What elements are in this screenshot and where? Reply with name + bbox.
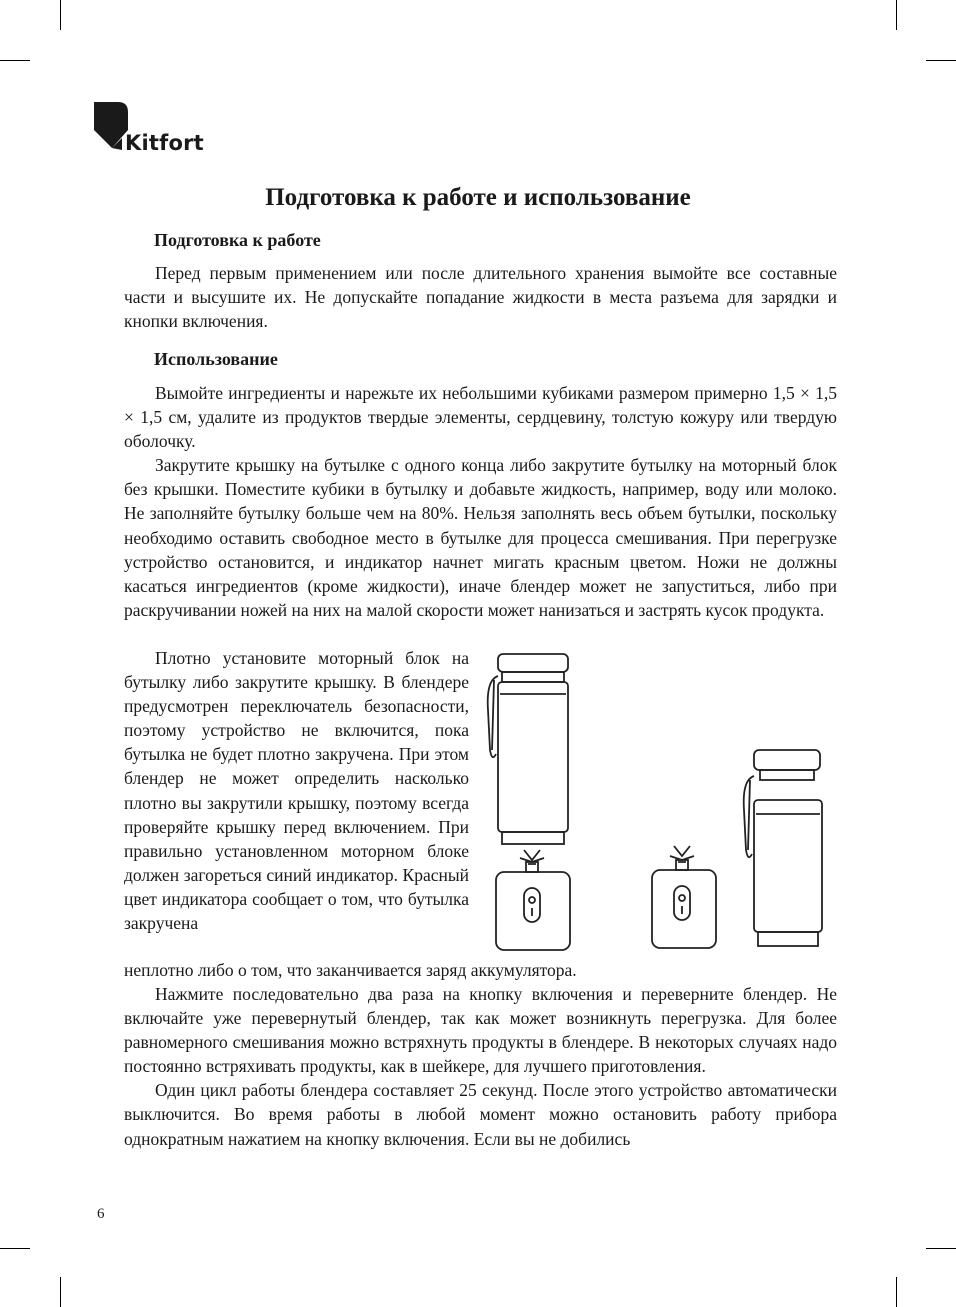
crop-mark-top-left-h bbox=[0, 60, 30, 61]
section-heading-usage: Использование bbox=[154, 349, 278, 369]
motor-base-left bbox=[496, 872, 570, 950]
paragraph: Один цикл работы блендера составляет 25 секунд. После этого устройство автоматически выключится. Во время работы в любой момент можно остановить работу прибора однократным нажатием на кнопку включения. Если вы не добились bbox=[124, 1080, 837, 1149]
crop-mark-bottom-right-h bbox=[926, 1248, 956, 1249]
blade-left bbox=[520, 850, 544, 872]
paragraph: Вымойте ингредиенты и нарежьте их небольшими кубиками размером примерно 1,5 × 1,5 × 1,5 см, удалите из продуктов твердые элементы, сердцевину, толстую кожуру или твердую оболочку. bbox=[124, 383, 837, 452]
blender-illustration bbox=[484, 650, 840, 960]
crop-mark-top-right-h bbox=[926, 60, 956, 61]
paragraph: Перед первым применением или после длительного хранения вымойте все составные части и высушите их. Не допускайте попадание жидкости в места разъема для зарядки и кнопки включения. bbox=[124, 263, 837, 332]
paragraph: Плотно установите моторный блок на бутылку либо закрутите крышку. В блендере предусмотрен переключатель безопасности, поэтому устройство не включится, пока бутылка не будет плотно закручена. При этом блендер не может определить насколько плотно вы закрутили крышку, поэтому всегда проверяйте крышку перед включением. При правильно установленном моторном блоке должен загореться синий индикатор. Красный цвет индикатора сообщает о том, что бутылка закручена bbox=[124, 648, 469, 934]
bottle-with-lid-left bbox=[488, 654, 568, 844]
crop-mark-bottom-left-h bbox=[0, 1248, 30, 1249]
usage-text-bottom bbox=[124, 982, 837, 1151]
page-number: 6 bbox=[97, 1206, 105, 1222]
preparation-text bbox=[124, 261, 837, 333]
crop-mark-bottom-left-v bbox=[60, 1277, 61, 1307]
brand-name: Kitfort bbox=[125, 131, 204, 155]
paragraph: Нажмите последовательно два раза на кнопку включения и переверните блендер. Не включайте уже перевернутый блендер, так как может возникнуть перегрузка. Для более равномерного смешивания можно встряхнуть продукты в блендере. В некоторых случаях надо постоянно встряхивать продукты, как в шейкере, для лучшего приготовления. bbox=[124, 984, 837, 1077]
blade-middle bbox=[670, 846, 694, 870]
paragraph: Закрутите крышку на бутылке с одного конца либо закрутите бутылку на моторный блок без крышки. Поместите кубики в бутылку и добавьте жидкость, например, воду или молоко. Не заполняйте бутылку больше чем на 80%. Нельзя заполнять весь объем бутылки, поскольку необходимо оставить свободное место в бутылке для процесса смешивания. При перегрузке устройство остановится, и индикатор начнет мигать красным цветом. Ножи не должны касаться ингредиентов (кроме жидкости), иначе блендер может не запуститься, либо при раскручивании ножей на них на малой скорости может нанизаться и застрять кусок продукта. bbox=[124, 455, 837, 620]
section-heading-preparation: Подготовка к работе bbox=[154, 230, 321, 250]
motor-base-middle bbox=[652, 870, 716, 948]
page-title: Подготовка к работе и использование bbox=[265, 184, 691, 211]
crop-mark-top-left-v bbox=[60, 0, 61, 30]
usage-text-continued bbox=[124, 958, 837, 982]
usage-text-beside-figure bbox=[124, 646, 469, 935]
crop-mark-top-right-v bbox=[896, 0, 897, 30]
bottle-with-lid-right bbox=[744, 750, 822, 946]
crop-mark-bottom-right-v bbox=[896, 1277, 897, 1307]
usage-text bbox=[124, 381, 837, 622]
paragraph: неплотно либо о том, что заканчивается заряд аккумулятора. bbox=[124, 960, 577, 980]
